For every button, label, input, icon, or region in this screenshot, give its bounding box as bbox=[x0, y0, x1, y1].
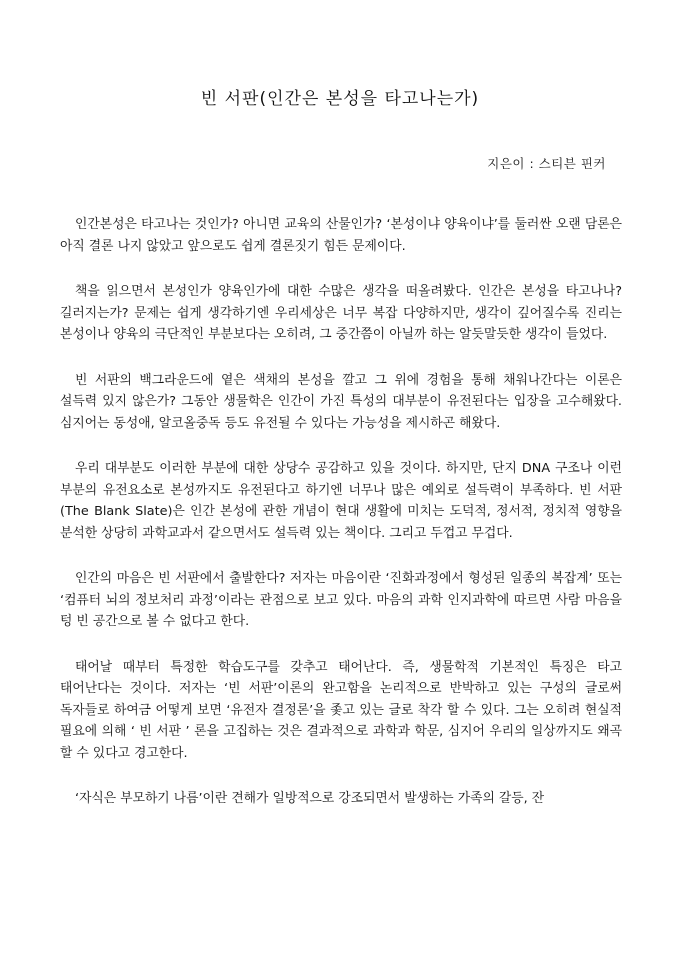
document-title: 빈 서판(인간은 본성을 타고나는가) bbox=[200, 89, 480, 109]
paragraph-3: 빈 서판의 백그라운드에 옅은 색채의 본성을 깔고 그 위에 경험을 통해 채워나간다는 이론은 설득력 있지 않은가? 그동안 생물학은 인간이 가진 특성의 대부분이 유전된다는 입장을 고수해왔다. 심지어는 동성애, 알코올중독 등도 유전될 수 있다는 가능성을 제시하곤 해왔다. bbox=[60, 372, 622, 431]
document-body bbox=[60, 214, 622, 834]
paragraph-2: 책을 읽으면서 본성인가 양육인가에 대한 수많은 생각을 떠올려봤다. 인간은 본성을 타고나나? 길러지는가? 문제는 쉽게 생각하기엔 우리세상은 너무 복잡 다양하지만, 생각이 깊어질수록 진리는 본성이나 양육의 극단적인 부분보다는 오히려, 그 중간쯤이 아닐까 하는 알듯말듯한 생각이 들었다. bbox=[60, 284, 622, 342]
paragraph-7: ‘자식은 부모하기 나름’이란 견해가 일방적으로 강조되면서 발생하는 가족의 갈등, 잔 bbox=[75, 791, 545, 806]
paragraph-5: 인간의 마음은 빈 서판에서 출발한다? 저자는 마음이란 ‘진화과정에서 형성된 일종의 복잡계’ 또는 ‘컴퓨터 뇌의 정보처리 과정’이라는 관점으로 보고 있다. 마음의 과학 인지과학에 따르면 사람 마음을 텅 빈 공간으로 볼 수 없다고 한다. bbox=[60, 571, 622, 629]
paragraph-4: 우리 대부분도 이러한 부분에 대한 상당수 공감하고 있을 것이다. 하지만, 단지 DNA 구조나 이런 부분의 유전요소로 본성까지도 유전된다고 하기엔 너무나 많은 예외로 설득력이 부족하다. 빈 서판(The Blank Slate)은 인간 본성에 관한 개념이 현대 생활에 미치는 도덕적, 정서적, 정치적 영향을 분석한 상당히 과학교과서 같으면서도 설득력 있는 책이다. 그리고 두껍고 무겁다. bbox=[60, 461, 622, 541]
paragraph-6: 태어날 때부터 특정한 학습도구를 갖추고 태어난다. 즉, 생물학적 기본적인 특징은 타고 태어난다는 것이다. 저자는 ‘빈 서판’이론의 완고함을 논리적으로 반박하고 있는 구성의 글로써 독자들로 하여금 어떻게 보면 ‘유전자 결정론’을 좇고 있는 글로 착각 할 수 있다. 그는 오히려 현실적 필요에 의해 ‘ 빈 서판 ’ 론을 고집하는 것은 결과적으로 과학과 학문, 심지어 우리의 일상까지도 왜곡 할 수 있다고 경고한다. bbox=[60, 659, 622, 761]
author-line: 지은이 : 스티븐 핀커 bbox=[487, 156, 606, 171]
paragraph-1: 인간본성은 타고나는 것인가? 아니면 교육의 산물인가? ‘본성이냐 양육이냐’를 둘러싼 오랜 담론은 아직 결론 나지 않았고 앞으로도 쉽게 결론짓기 힘든 문제이다. bbox=[60, 217, 622, 254]
